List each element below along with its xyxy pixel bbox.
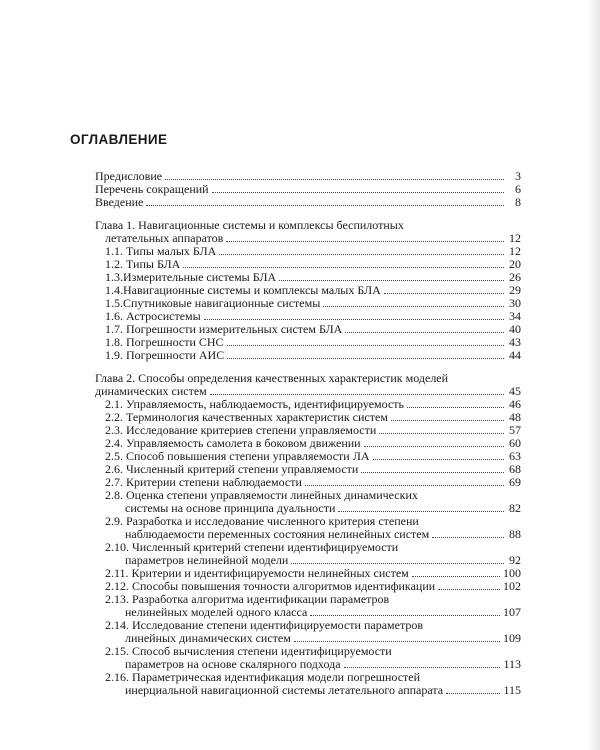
leader-dots [305, 485, 504, 486]
toc-entry-title: параметров нелинейной модели [125, 553, 289, 567]
chapter-2-title[interactable]: Глава 2. Способы определения качественных характеристик моделей [95, 371, 449, 385]
toc-section-2-10[interactable]: 2.10. Численный критерий степени идентифицируемости [105, 540, 399, 554]
toc-entry-page: 3 [515, 169, 521, 183]
toc-entry-page: 30 [509, 296, 521, 310]
toc-entry-page: 34 [509, 309, 521, 323]
leader-dots [204, 319, 504, 320]
toc-entry-page: 57 [509, 423, 521, 437]
leader-dots [379, 433, 504, 434]
leader-dots [219, 254, 504, 255]
toc-entry-abbreviations[interactable] [95, 183, 521, 196]
leader-dots [291, 563, 504, 564]
toc-entry-title: 2.1. Управляемость, наблюдаемость, идентифицируемость [105, 397, 404, 411]
toc-entry-page: 102 [503, 579, 521, 593]
toc-entry-title: 2.6. Численный критерий степени управляемости [105, 462, 359, 476]
toc-entry-page: 46 [509, 397, 521, 411]
leader-dots [183, 267, 504, 268]
toc-entry-title: 2.12. Способы повышения точности алгоритмов идентификации [105, 579, 436, 593]
leader-dots [438, 589, 500, 590]
leader-dots [146, 205, 504, 206]
toc-entry-page: 43 [509, 335, 521, 349]
toc-entry-title: 1.7. Погрешности измерительных систем БЛА [105, 322, 343, 336]
toc-section[interactable] [95, 349, 521, 362]
table-of-contents [95, 170, 521, 707]
toc-chapter-1 [95, 219, 521, 362]
toc-entry-title: Введение [95, 195, 144, 209]
leader-dots [279, 280, 504, 281]
toc-entry-page: 6 [515, 182, 521, 196]
leader-dots [310, 615, 500, 616]
toc-entry-title: 2.3. Исследование критериев степени управляемости [105, 423, 377, 437]
leader-dots [364, 446, 504, 447]
toc-entry-page: 107 [503, 605, 521, 619]
toc-section-2-8[interactable]: 2.8. Оценка степени управляемости линейных динамических [105, 488, 418, 502]
leader-dots [407, 407, 504, 408]
toc-entry-title: 1.5.Спутниковые навигационные системы [105, 296, 321, 310]
toc-entry-title: 1.8. Погрешности СНС [105, 335, 224, 349]
toc-section-2-13[interactable]: 2.13. Разработка алгоритма идентификации параметров [105, 592, 390, 606]
toc-entry-title: 2.2. Терминология качественных характеристик систем [105, 410, 388, 424]
leader-dots [323, 306, 504, 307]
toc-entry-title: 1.6. Астросистемы [105, 309, 201, 323]
leader-dots [210, 394, 504, 395]
leader-dots [446, 693, 500, 694]
toc-entry-introduction[interactable] [95, 196, 521, 209]
leader-dots [373, 459, 504, 460]
toc-entry-title: нелинейных моделей одного класса [125, 605, 308, 619]
toc-entry-title: 2.7. Критерии степени наблюдаемости [105, 475, 302, 489]
toc-entry-title: инерциальной навигационной системы летательного аппарата [125, 683, 444, 697]
toc-entry-title: 1.2. Типы БЛА [105, 257, 181, 271]
toc-entry-title: 1.1. Типы малых БЛА [105, 244, 217, 258]
toc-entry-page: 63 [509, 449, 521, 463]
toc-front-matter [95, 170, 521, 209]
toc-entry-title: линейных динамических систем [125, 631, 291, 645]
leader-dots [227, 358, 504, 359]
toc-entry-page: 48 [509, 410, 521, 424]
leader-dots [338, 511, 504, 512]
toc-entry-page: 109 [503, 631, 521, 645]
toc-entry-page: 69 [509, 475, 521, 489]
page-edge-shadow [586, 0, 600, 750]
toc-section-2-15[interactable]: 2.15. Способ вычисления степени идентифицируемости [105, 644, 392, 658]
toc-entry-page: 8 [515, 195, 521, 209]
leader-dots [294, 641, 500, 642]
toc-entry-page: 40 [509, 322, 521, 336]
leader-dots [361, 472, 504, 473]
leader-dots [226, 241, 504, 242]
toc-entry-page: 82 [509, 501, 521, 515]
toc-chapter-2 [95, 372, 521, 697]
toc-entry-title: динамических систем [95, 384, 207, 398]
toc-entry-page: 26 [509, 270, 521, 284]
leader-dots [384, 293, 504, 294]
toc-entry-title: 2.4. Управляемость самолета в боковом движении [105, 436, 361, 450]
toc-entry-title: 2.5. Способ повышения степени управляемости ЛА [105, 449, 370, 463]
toc-entry-page: 68 [509, 462, 521, 476]
toc-section-2-14[interactable]: 2.14. Исследование степени идентифицируемости параметров [105, 618, 423, 632]
toc-section-2-9[interactable]: 2.9. Разработка и исследование численного критерия степени [105, 514, 419, 528]
toc-entry-title: летательных аппаратов [105, 231, 224, 245]
toc-entry-title: Предисловие [95, 169, 163, 183]
toc-entry-title: 1.9. Погрешности АИС [105, 348, 225, 362]
toc-entry-page: 29 [509, 283, 521, 297]
toc-section-2-16[interactable]: 2.16. Параметрическая идентификация модели погрешностей [105, 670, 421, 684]
toc-entry-title: параметров на основе скалярного подхода [125, 657, 341, 671]
toc-entry-title: наблюдаемости переменных состояния нелинейных систем [125, 527, 430, 541]
toc-entry-page: 44 [509, 348, 521, 362]
toc-entry-page: 88 [509, 527, 521, 541]
toc-entry-page: 92 [509, 553, 521, 567]
leader-dots [227, 345, 504, 346]
toc-entry-page: 20 [509, 257, 521, 271]
leader-dots [345, 332, 504, 333]
leader-dots [412, 576, 500, 577]
toc-entry-page: 100 [503, 566, 521, 580]
toc-entry-page: 115 [503, 683, 521, 697]
leader-dots [391, 420, 504, 421]
chapter-1-title[interactable]: Глава 1. Навигационные системы и комплексы беспилотных [95, 218, 404, 232]
leader-dots [344, 667, 501, 668]
toc-entry-title: 1.4.Навигационные системы и комплексы малых БЛА [105, 283, 381, 297]
leader-dots [165, 179, 504, 180]
leader-dots [212, 192, 504, 193]
toc-entry-page: 12 [509, 244, 521, 258]
toc-entry-title: системы на основе принципа дуальности [125, 501, 336, 515]
page-title: ОГЛАВЛЕНИЕ [70, 132, 168, 147]
toc-entry-page: 45 [509, 384, 521, 398]
toc-entry-page: 12 [509, 231, 521, 245]
toc-entry-page: 60 [509, 436, 521, 450]
toc-section-2-16-cont[interactable] [95, 684, 521, 697]
toc-entry-page: 113 [503, 657, 521, 671]
toc-entry-title: Перечень сокращений [95, 182, 209, 196]
toc-entry-title: 1.3.Измерительные системы БЛА [105, 270, 277, 284]
leader-dots [432, 537, 504, 538]
toc-entry-title: 2.11. Критерии и идентифицируемости нелинейных систем [105, 566, 409, 580]
